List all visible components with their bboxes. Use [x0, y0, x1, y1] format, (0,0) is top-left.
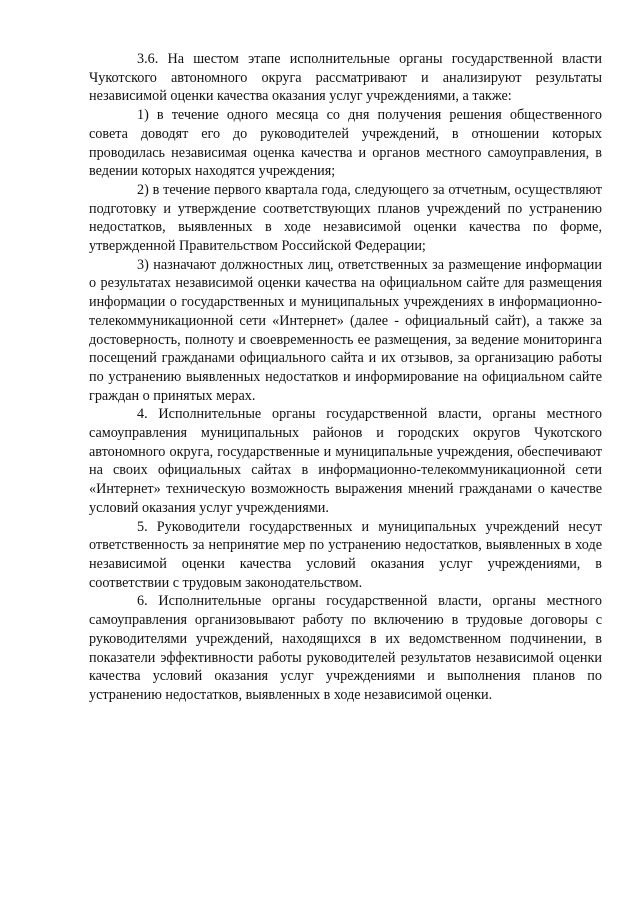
document-page [89, 50, 602, 705]
paragraph-3-6: 3.6. На шестом этапе исполнительные органы государственной власти Чукотского автономного округа рассматривают и анализируют результаты независимой оценки качества оказания услуг учреждениями, а также: [89, 51, 602, 105]
paragraph-6: 6. Исполнительные органы государственной власти, органы местного самоуправления организовывают работу по включению в трудовые договоры с руководителями учреждений, находящихся в их ведомственном подчинении, в показатели эффективности работы руководителей результатов независимой оценки качества условий оказания услуг учреждениями и выполнения планов по устранению недостатков, выявленных в ходе независимой оценки. [89, 593, 602, 703]
paragraph-item-2: 2) в течение первого квартала года, следующего за отчетным, осуществляют подготовку и утверждение соответствующих планов учреждений по устранению недостатков, выявленных в ходе независимой оценки качества по форме, утвержденной Правительством Российской Федерации; [89, 181, 602, 255]
paragraph-item-3: 3) назначают должностных лиц, ответственных за размещение информации о результатах независимой оценки качества на официальном сайте для размещения информации о государственных и муниципальных учреждениях в информационно-телекоммуникационной сети «Интернет» (далее - официальный сайт), а также за достоверность, полноту и своевременность ее размещения, за ведение мониторинга посещений гражданами официального сайта и их отзывов, за организацию работы по устранению выявленных недостатков и информирование на официальном сайте граждан о принятых мерах. [89, 256, 602, 404]
paragraph-item-1: 1) в течение одного месяца со дня получения решения общественного совета доводят его до руководителей учреждений, в отношении которых проводилась независимая оценка качества и органов местного самоуправления, в ведении которых находятся учреждения; [89, 107, 602, 180]
paragraph-4: 4. Исполнительные органы государственной власти, органы местного самоуправления муниципальных районов и городских округов Чукотского автономного округа, государственные и муниципальные учреждения, обеспечивают на своих официальных сайтах в информационно-телекоммуникационной сети «Интернет» техническую возможность выражения мнений гражданами о качестве условий оказания услуг учреждениями. [89, 406, 602, 516]
paragraph-5: 5. Руководители государственных и муниципальных учреждений несут ответственность за непринятие мер по устранению недостатков, выявленных в ходе независимой оценки качества условий оказания услуг учреждениями, в соответствии с трудовым законодательством. [89, 518, 602, 591]
